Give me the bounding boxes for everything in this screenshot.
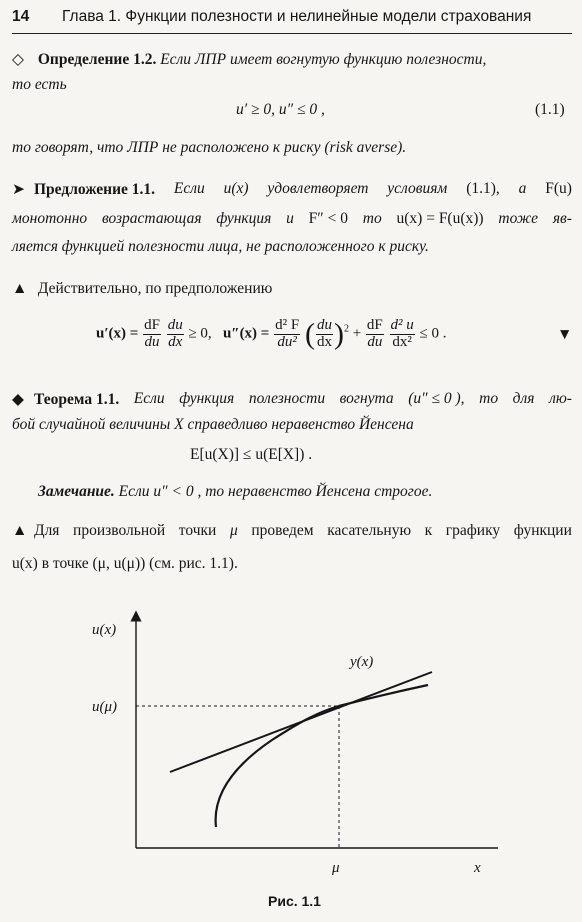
definition-line-3: то говорят, что ЛПР не расположено к риску (risk averse). xyxy=(12,139,407,156)
proposition-word: и xyxy=(286,210,294,227)
fraction: $\frac{\text{d² F}}{\text{du²}}$ xyxy=(275,317,300,350)
theorem-word: (u″ ≤ 0 ), xyxy=(408,390,465,407)
theorem-label: Теорема 1.1. xyxy=(34,391,120,408)
proposition-line-3: ляется функцией полезности лица, не расположенного к риску. xyxy=(12,238,429,255)
proof2-word: касательную xyxy=(327,522,412,539)
proposition-marker: ➤ xyxy=(12,181,25,198)
fraction: $\frac{du}{dx}$ xyxy=(167,317,183,350)
remark-label: Замечание. xyxy=(38,483,115,500)
formula-lhs-1: u′(x) = xyxy=(96,325,139,342)
point-x-label: μ xyxy=(332,860,340,876)
definition-label: Определение 1.2. xyxy=(37,51,157,68)
jensen-formula: E[u(X)] ≤ u(E[X]) . xyxy=(190,446,313,463)
proposition-word: функция xyxy=(216,210,272,227)
proposition-word: удовлетворяет xyxy=(267,180,369,197)
proof2-word: проведем xyxy=(251,522,314,539)
proof2-word: графику xyxy=(445,522,501,539)
running-title: Глава 1. Функции полезности и нелинейные модели страхования xyxy=(62,8,532,25)
proof2-word: точки xyxy=(178,522,217,539)
definition-formula: u′ ≥ 0, u″ ≤ 0 , xyxy=(236,101,325,118)
formula-lhs-2: u″(x) = xyxy=(222,325,270,342)
proposition-label: Предложение 1.1. xyxy=(34,181,156,198)
proposition-word: то xyxy=(362,210,382,227)
theorem-word: лю- xyxy=(549,390,572,407)
proposition-word: монотонно xyxy=(12,210,88,227)
theorem-word: то xyxy=(479,390,499,407)
utility-curve xyxy=(216,685,428,827)
page-number: 14 xyxy=(12,8,30,25)
theorem-word: полезности xyxy=(248,390,326,407)
proof2-word: μ xyxy=(229,522,238,539)
proposition-word: возрастающая xyxy=(101,210,202,227)
proposition-word: Если xyxy=(173,180,205,197)
equation-number: (1.1) xyxy=(535,101,565,118)
fraction: $\frac{dF}{du}$ xyxy=(366,317,383,350)
proof2-word: произвольной xyxy=(73,522,166,539)
fraction: $\frac{\text{d² u}}{\text{dx²}}$ xyxy=(390,317,414,350)
proof2-line-2: u(x) в точке (μ, u(μ)) (см. рис. 1.1). xyxy=(12,555,238,572)
proposition-word: условиям xyxy=(387,180,448,197)
proposition-word: u(x) = F(u(x)) xyxy=(396,210,484,227)
theorem-marker: ◆ xyxy=(12,391,24,408)
proof-text: Действительно, по предположению xyxy=(37,280,273,297)
proof2-marker: ▲ xyxy=(12,522,28,539)
proof2-word: к xyxy=(424,522,433,539)
derivative-formula: u′(x) = $\frac{dF}{du}$ $\frac{du}{dx}$ ≥ 0, u″(x) = $\frac{\text{d² F}}{\text{du²}}$ ( $\frac{du}{dx}$ )$^2$ + $\frac{dF}{du}$ $\frac{\text{d² u}}{\text{dx²}}$ ≤ 0 . xyxy=(96,317,447,351)
proposition-word: (1.1), xyxy=(466,180,500,197)
figure-caption: Рис. 1.1 xyxy=(268,893,321,909)
definition-marker: ◇ xyxy=(12,51,24,68)
proof2-word: Для xyxy=(34,522,60,539)
theorem-word: функция xyxy=(179,390,235,407)
theorem-word: для xyxy=(512,390,535,407)
x-axis-label: x xyxy=(474,860,481,876)
fraction: $\frac{dF}{du}$ xyxy=(144,317,160,350)
definition-line-2: то есть xyxy=(12,76,67,93)
definition-text: Если ЛПР имеет вогнутую функцию полезности, xyxy=(160,51,487,68)
proof-end-marker: ▼ xyxy=(557,326,573,343)
proposition-word: F(u) xyxy=(545,180,572,197)
theorem-word: вогнута xyxy=(339,390,394,407)
theorem-line-2: бой случайной величины X справедливо неравенство Йенсена xyxy=(12,416,414,433)
proposition-word: F″ < 0 xyxy=(308,210,348,227)
proposition-word: а xyxy=(518,180,527,197)
tangent-label: y(x) xyxy=(350,654,374,670)
theorem-word: Если xyxy=(133,390,165,407)
proposition-word: u(x) xyxy=(223,180,249,197)
point-y-label: u(μ) xyxy=(92,699,118,715)
remark-text: Если u″ < 0 , то неравенство Йенсена строгое. xyxy=(118,483,433,500)
proof-marker: ▲ xyxy=(12,280,28,297)
proof2-word: функции xyxy=(513,522,572,539)
fraction: $\frac{du}{dx}$ xyxy=(316,317,332,350)
proposition-word: яв- xyxy=(552,210,572,227)
proposition-word: тоже xyxy=(498,210,539,227)
y-axis-label: u(x) xyxy=(92,622,117,638)
